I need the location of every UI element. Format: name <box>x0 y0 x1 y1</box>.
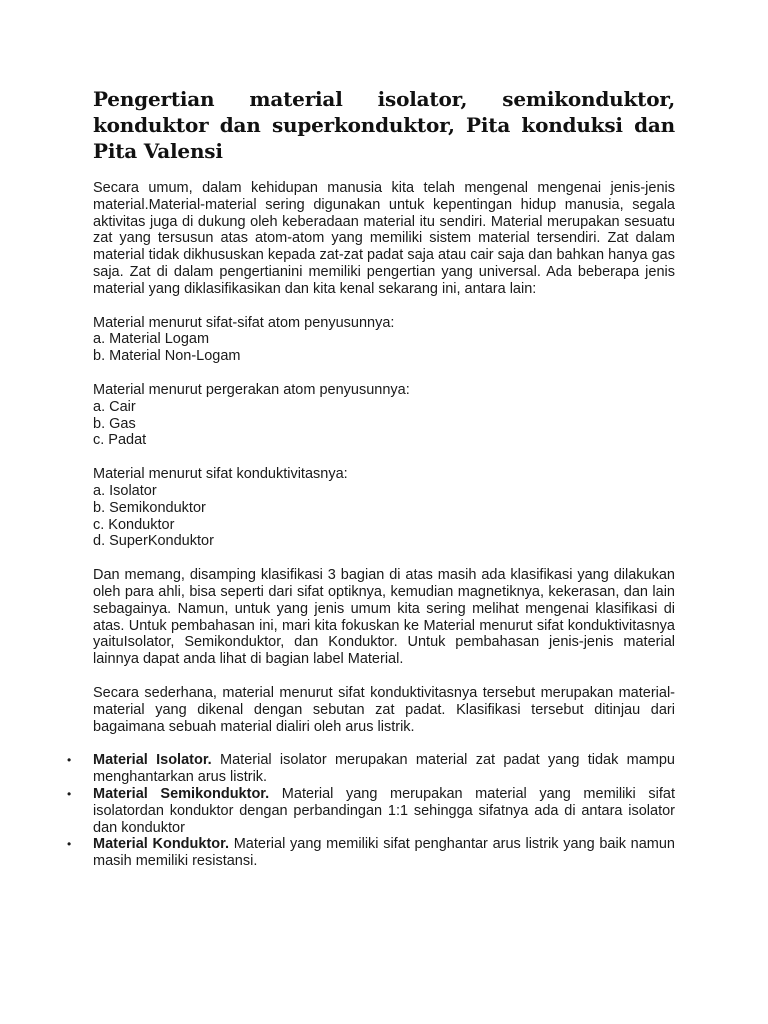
definition-text: Material isolator merupakan material zat padat yang tidak mampu menghantarkan arus listrik. <box>93 752 675 786</box>
list-item: a. Material Logam <box>93 331 210 348</box>
classification-conductivity <box>93 466 675 550</box>
list-item: b. Gas <box>93 415 136 432</box>
definition-isolator <box>67 752 675 786</box>
document-body <box>67 86 675 870</box>
definition-text: Material yang memiliki sifat penghantar arus listrik yang baik namun masih memiliki resistansi. <box>93 836 675 870</box>
list-item: b. Semikonduktor <box>93 499 206 516</box>
bullet-icon: • <box>67 786 72 801</box>
definition-term: Material Semikonduktor. <box>93 785 270 802</box>
material-definitions-list <box>67 752 675 870</box>
bullet-icon: • <box>67 837 72 852</box>
definition-semikonduktor <box>67 785 675 836</box>
intro-paragraph: Secara umum, dalam kehidupan manusia kita telah mengenal mengenai jenis-jenis material.Material-material sering digunakan untuk kepentingan hidup manusia, segala aktivitas juga di dukung oleh keberadaan material itu sendiri. Material merupakan sesuatu zat yang tersusun atas atom-atom yang memiliki sistem material tersendiri. Zat dalam material tidak dikhususkan kepada zat-zat padat saja atau cair saja dan bahkan hanya gas saja. Zat di dalam pengertianini memiliki pengertian yang universal. Ada beberapa jenis material yang diklasifikasikan dan kita kenal sekarang ini, antara lain: <box>93 180 675 297</box>
definition-konduktor <box>67 836 675 870</box>
definition-text: Material yang merupakan material yang memiliki sifat isolatordan konduktor dengan perbandingan 1:1 sehingga sifatnya ada di antara isolator dan konduktor <box>93 785 675 836</box>
page-title: Pengertian material isolator, semikonduktor, konduktor dan superkonduktor, Pita konduksi dan Pita Valensi <box>93 87 675 163</box>
list-item: d. SuperKonduktor <box>93 533 214 550</box>
list-item: c. Konduktor <box>93 516 175 533</box>
list-item: a. Isolator <box>93 482 157 499</box>
classification-paragraph: Dan memang, disamping klasifikasi 3 bagian di atas masih ada klasifikasi yang dilakukan oleh para ahli, bisa seperti dari sifat optiknya, kemudian magnetiknya, kekerasan, dan lain sebagainya. Namun, untuk yang jenis umum kita sering melihat mengenai klasifikasi di atas. Untuk pembahasan ini, mari kita fokuskan ke Material menurut sifat konduktivitasnya yaituIsolator, Semikonduktor, dan Konduktor. Untuk pembahasan jenis-jenis material lainnya dapat anda lihat di bagian label Material. <box>93 567 675 668</box>
bullet-icon: • <box>67 753 72 768</box>
list-heading: Material menurut sifat konduktivitasnya: <box>93 466 348 483</box>
list-item: c. Padat <box>93 432 147 449</box>
definition-term: Material Isolator. <box>93 752 212 769</box>
list-heading: Material menurut pergerakan atom penyusunnya: <box>93 381 410 398</box>
list-item: b. Material Non-Logam <box>93 348 241 365</box>
classification-atom-properties <box>93 315 675 365</box>
conductivity-paragraph: Secara sederhana, material menurut sifat konduktivitasnya tersebut merupakan material-material yang dikenal dengan sebutan zat padat. Klasifikasi tersebut ditinjau dari bagaimana sebuah material dialiri oleh arus listrik. <box>93 684 675 735</box>
list-item: a. Cair <box>93 398 136 415</box>
definition-term: Material Konduktor. <box>93 836 230 853</box>
list-heading: Material menurut sifat-sifat atom penyusunnya: <box>93 314 395 331</box>
classification-atom-movement <box>93 382 675 449</box>
